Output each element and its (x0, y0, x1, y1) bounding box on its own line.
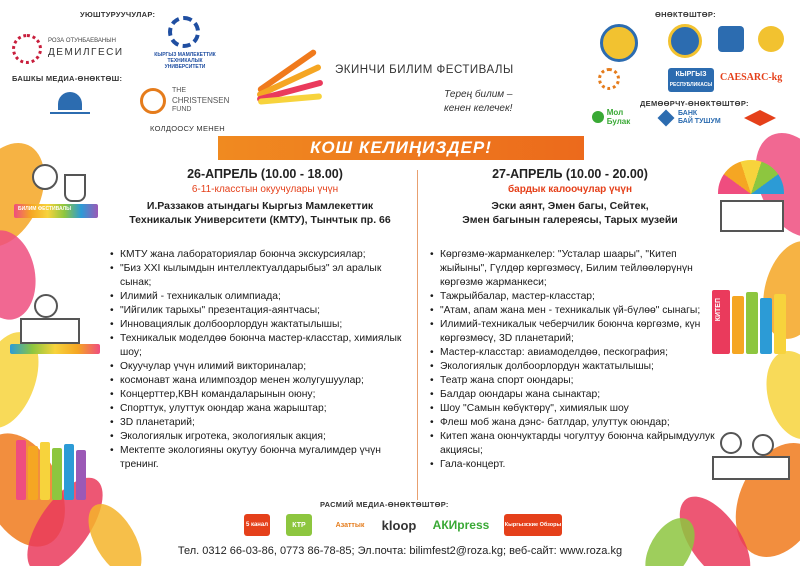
books-stack-illustration (16, 440, 96, 510)
tagline-line1: Терең билим – (444, 89, 513, 100)
bookshelf-illustration (712, 290, 796, 360)
day1-activity-item: • Концерттер,КВН командаларынын оюну; (108, 388, 410, 402)
day1-subtitle: 6-11-класстын окуучулары үчүн (191, 184, 339, 195)
christensen-line3: FUND (172, 106, 192, 113)
support-text: КОЛДООСУ МЕНЕН (150, 124, 226, 133)
ktu-gear-icon (168, 16, 200, 48)
book (28, 446, 38, 500)
public-broadcaster-logo (50, 88, 90, 128)
sponsor-logo-molbulak (592, 110, 648, 124)
book (40, 442, 50, 500)
roza-logo-line1: РОЗА ОТУНБАЕВАНЫН (48, 38, 116, 44)
organizers-label: УЮШТУРУУЧУЛАР: (80, 10, 156, 19)
partner-logo-caesarc: CAESARC-kg (720, 72, 783, 83)
partner-logo-kyrgyzstan (668, 68, 714, 92)
day2-venue-line2: Эмен багынын галереясы, Тарых музейи (462, 214, 678, 226)
day2-title: 27-АПРЕЛЬ (10.00 - 20.00) (492, 167, 648, 181)
tagline-line2: кенен келечек! (444, 103, 513, 114)
umbrella-icon (718, 160, 784, 194)
book (52, 448, 62, 500)
media-logo-5kanal (244, 514, 270, 536)
book (746, 292, 758, 354)
book (732, 296, 744, 354)
flask-icon (64, 174, 86, 202)
roza-emblem-icon (12, 34, 42, 64)
media-logo-akipress (428, 514, 494, 536)
desk (20, 318, 80, 344)
day1-venue-line2: Техникалык Университети (КМТУ), Тынчтык пр. 66 (129, 214, 391, 226)
molbulak-icon (592, 111, 604, 123)
day2-activity-item: • Көргөзмө-жарманкелер: "Усталар шаары", "Китеп жыйыны", Гүлдөр көргөзмөсү, Билим тейлөөлөрүнүн көргөзмө жарманкеси; (428, 248, 718, 290)
day2-venue-line1: Эски аянт, Эмен багы, Сейтек, (491, 200, 649, 212)
partner-logo-yellow (758, 26, 784, 52)
bank-text (678, 110, 721, 126)
book (76, 450, 86, 500)
festival-wing-logo (242, 28, 332, 118)
welcome-banner-text: КОШ КЕЛИҢИЗДЕР! (310, 138, 492, 157)
book-label-right: КИТЕП (715, 298, 722, 322)
day2-activity-item: • Флеш моб жана дэнс- батлдар, улуттук оюндар; (428, 416, 718, 430)
kid-figure (720, 432, 742, 454)
media-logo-azattyk-text: Азаттык (335, 521, 365, 529)
student-desk-illustration (10, 290, 100, 360)
day1-activity-item: • "Биз XXI кылымдын интеллектуалдарыбыз" эл аралык сынак; (108, 262, 410, 290)
media-logo-obzory-text: Кыргызские Обзоры (504, 522, 562, 528)
media-logo-akipress-text: АКИpress (432, 518, 490, 532)
day2-venue (420, 199, 720, 227)
day1-title: 26-АПРЕЛЬ (10.00 - 18.00) (187, 167, 343, 181)
day1-activity-item: • Инновациялык долбоорлордун жактатылышы; (108, 318, 410, 332)
day1-activity-item: • Техникалык моделдөө боюнча мастер-класстар, химиялык шоу; (108, 332, 410, 360)
media-logo-ktr (286, 514, 312, 536)
day2-subtitle: бардык калоочулар үчүн (507, 184, 633, 195)
partner-logo-ministry-labor (668, 24, 702, 58)
student-figure (34, 294, 58, 318)
day1-activity-item: • "Ийгилик тарыхы" презентация-аянтчасы; (108, 304, 410, 318)
christensen-spiral-icon (140, 88, 166, 114)
umbrella-illustration (712, 160, 792, 240)
book (64, 444, 74, 500)
bank-text-line2: БАЙ ТУШУМ (678, 118, 721, 125)
scientist-illustration (14, 160, 98, 224)
bank-text-line1: БАНК (678, 110, 698, 117)
day1-activity-item: • Экологиялык игротека, экологиялык акция; (108, 430, 410, 444)
roza-logo-line2: ДЕМИЛГЕСИ (48, 47, 124, 58)
kid-figure (752, 434, 774, 456)
day1-venue (100, 199, 420, 227)
book-pile (720, 200, 784, 232)
day1-activity-item: • космонавт жана илимпоздор менен жолугушуулар; (108, 374, 410, 388)
welcome-banner (218, 136, 584, 160)
day2-activity-item: • Балдар оюндары жана сынактар; (428, 388, 718, 402)
day2-activity-item: • Театр жана спорт оюндары; (428, 374, 718, 388)
christensen-line1: THE (172, 87, 186, 94)
scientist-figure (32, 164, 58, 190)
christensen-line2: CHRISTENSEN (172, 96, 230, 105)
ktu-logo-text: КЫРГЫЗ МАМЛЕКЕТТИК ТЕХНИКАЛЫК УНИВЕРСИТЕТИ (154, 52, 216, 70)
day2-activity-list (428, 248, 718, 472)
partners-label: ӨНӨКТӨШТӨР: (655, 10, 716, 19)
day2-activity-item: • Экологиялык долбоорлордун жактатылышы; (428, 360, 718, 374)
bank-icon (658, 110, 675, 127)
book-label-left: БИЛИМ ФЕСТИВАЛЫ (18, 206, 72, 212)
media-logo-kloop (378, 514, 420, 536)
molbulak-text: Мол Булак (606, 108, 631, 126)
partner-logo-ministry-education (600, 24, 638, 62)
day1-activity-list (108, 248, 410, 472)
kyrgyzstan-logo-line2: РЕСПУБЛИКАСЫ (669, 82, 713, 88)
day1-activity-item: • Окуучулар үчүн илимий викториналар; (108, 360, 410, 374)
media-partners-label: РАСМИЙ МЕДИА-ӨНӨКТӨШТӨР: (320, 500, 449, 509)
day1-activity-item: • Мектепте экологияны окутуу боюнча мугалимдер үчүн тренинг. (108, 444, 410, 472)
kids-illustration (712, 428, 792, 488)
sponsor-logo-bank (660, 108, 732, 128)
media-logo-kloop-text: kloop (381, 517, 417, 533)
book (10, 344, 100, 354)
kyrgyzstan-logo-line1: КЫРГЫЗ (675, 71, 707, 78)
table (712, 456, 790, 480)
festival-title: ЭКИНЧИ БИЛИМ ФЕСТИВАЛЫ (335, 64, 514, 76)
media-logo-5kanal-text: 5 канал (245, 522, 269, 528)
day1-activity-item: • КМТУ жана лабораториялар боюнча экскурсиялар; (108, 248, 410, 262)
book (760, 298, 772, 354)
day2-activity-item: • Гала-концерт. (428, 458, 718, 472)
base-media-label: БАШКЫ МЕДИА-ӨНӨКТӨШ: (12, 74, 123, 83)
christensen-logo (140, 84, 235, 124)
broadcaster-house-icon (58, 92, 82, 110)
day1-activity-item: • 3D планетарий; (108, 416, 410, 430)
broadcaster-caption (50, 112, 90, 124)
partner-logo-ornament (598, 68, 620, 90)
media-logo-azattyk (330, 514, 370, 536)
day2-activity-item: • Илимий-техникалык чеберчилик боюнча көргөзмө, күн көргөзмөсү, 3D планетарий; (428, 318, 718, 346)
sponsor-logo-red (744, 110, 776, 126)
day2-activity-item: • Тажрыйбалар, мастер-класстар; (428, 290, 718, 304)
day2-activity-item: • Китеп жана оюнчуктарды чогултуу боюнча кайрымдуулук акциясы; (428, 430, 718, 458)
partner-logo-blue (718, 26, 744, 52)
day1-activity-item: • Илимий - техникалык олимпиада; (108, 290, 410, 304)
tagline (430, 88, 512, 116)
sponsors-label: ДЕМӨӨРЧҮ-ӨНӨКТӨШТӨР: (640, 99, 749, 108)
roza-logo (12, 32, 132, 68)
ktu-logo (150, 16, 220, 76)
day2-activity-item: • Мастер-класстар: авиамоделдөө, пескография; (428, 346, 718, 360)
contact-info: Тел. 0312 66-03-86, 0773 86-78-85; Эл.почта: bilimfest2@roza.kg; веб-сайт: www.roza.kg (177, 545, 623, 557)
media-logo-obzory (504, 514, 562, 536)
book (16, 440, 26, 500)
day1-activity-item: • Спорттук, улуттук оюндар жана жарыштар; (108, 402, 410, 416)
day1-venue-line1: И.Раззаков атындагы Кыргыз Мамлекеттик (146, 200, 374, 212)
day2-activity-item: • "Атам, апам жана мен - техникалык үй-бүлөө" сынагы; (428, 304, 718, 318)
day2-activity-item: • Шоу "Самын көбүктөрү", химиялык шоу (428, 402, 718, 416)
book (774, 294, 786, 354)
media-logo-ktr-text: КТР (292, 521, 306, 529)
